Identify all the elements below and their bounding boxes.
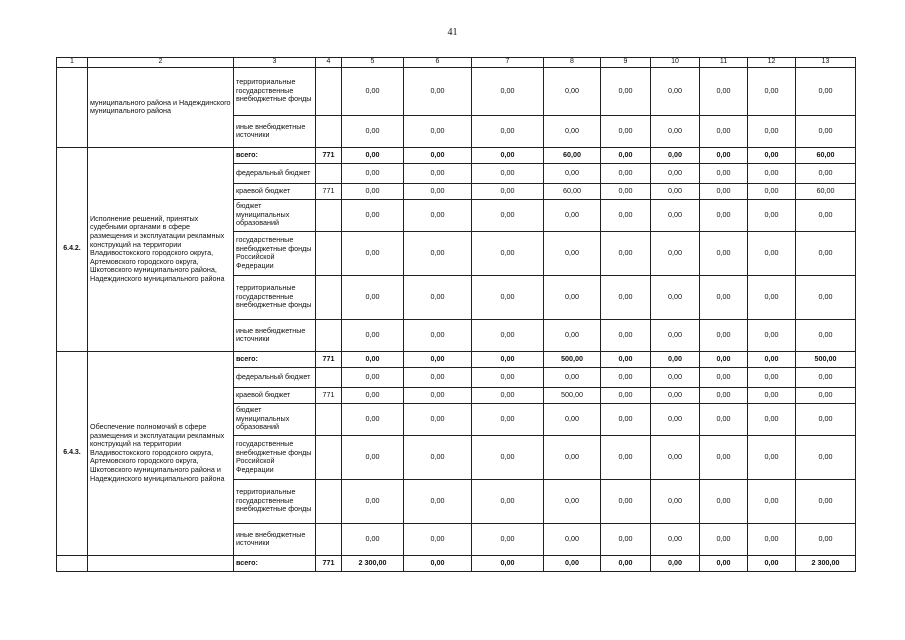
amount-cell: 60,00	[796, 147, 856, 163]
amount-cell: 0,00	[342, 403, 404, 435]
table-row	[57, 351, 856, 367]
amount-cell: 0,00	[651, 351, 700, 367]
budget-code	[316, 319, 342, 351]
amount-cell: 0,00	[404, 435, 472, 479]
row-index: 6.4.3.	[57, 351, 88, 555]
amount-cell: 0,00	[651, 67, 700, 115]
activity-name: Исполнение решений, принятых судебными органами в сфере размещения и эксплуатации рекламных конструкций на территории Владивостокского городского округа, Артемовского городского округа, Шкотовского муниципального района, Надеждинского муниципального района	[88, 147, 234, 351]
amount-cell: 500,00	[796, 351, 856, 367]
amount-cell: 0,00	[748, 403, 796, 435]
budget-code: 771	[316, 183, 342, 199]
amount-cell: 0,00	[601, 163, 651, 183]
amount-cell: 0,00	[601, 351, 651, 367]
amount-cell: 0,00	[544, 319, 601, 351]
amount-cell: 0,00	[601, 523, 651, 555]
amount-cell: 0,00	[342, 319, 404, 351]
funding-source: краевой бюджет	[234, 387, 316, 403]
amount-cell: 0,00	[651, 275, 700, 319]
table-row	[57, 147, 856, 163]
amount-cell: 0,00	[342, 231, 404, 275]
budget-code	[316, 163, 342, 183]
amount-cell: 0,00	[796, 435, 856, 479]
column-header: 11	[700, 58, 748, 68]
amount-cell: 0,00	[748, 387, 796, 403]
amount-cell: 0,00	[472, 67, 544, 115]
amount-cell: 60,00	[796, 183, 856, 199]
amount-cell: 0,00	[601, 435, 651, 479]
amount-cell: 0,00	[472, 523, 544, 555]
amount-cell: 0,00	[748, 115, 796, 147]
amount-cell: 0,00	[601, 403, 651, 435]
amount-cell: 0,00	[796, 275, 856, 319]
column-header: 12	[748, 58, 796, 68]
amount-cell: 0,00	[472, 163, 544, 183]
amount-cell: 0,00	[700, 183, 748, 199]
amount-cell: 0,00	[796, 479, 856, 523]
amount-cell: 0,00	[544, 275, 601, 319]
amount-cell: 0,00	[700, 479, 748, 523]
amount-cell: 0,00	[472, 435, 544, 479]
amount-cell: 0,00	[404, 387, 472, 403]
budget-code: 771	[316, 147, 342, 163]
amount-cell: 0,00	[342, 115, 404, 147]
amount-cell: 0,00	[748, 555, 796, 571]
amount-cell: 0,00	[601, 115, 651, 147]
column-header: 13	[796, 58, 856, 68]
budget-code	[316, 523, 342, 555]
amount-cell: 0,00	[651, 231, 700, 275]
amount-cell: 0,00	[700, 115, 748, 147]
amount-cell: 0,00	[651, 523, 700, 555]
amount-cell: 0,00	[342, 387, 404, 403]
budget-code	[316, 231, 342, 275]
funding-source: территориальные государственные внебюджетные фонды	[234, 479, 316, 523]
amount-cell: 0,00	[472, 115, 544, 147]
amount-cell: 0,00	[796, 67, 856, 115]
row-index	[57, 555, 88, 571]
amount-cell: 0,00	[404, 163, 472, 183]
row-index: 6.4.2.	[57, 147, 88, 351]
funding-source: федеральный бюджет	[234, 163, 316, 183]
amount-cell: 0,00	[651, 147, 700, 163]
amount-cell: 0,00	[651, 115, 700, 147]
amount-cell: 0,00	[404, 479, 472, 523]
amount-cell: 0,00	[601, 319, 651, 351]
amount-cell: 0,00	[404, 231, 472, 275]
column-header: 6	[404, 58, 472, 68]
amount-cell: 0,00	[796, 403, 856, 435]
amount-cell: 0,00	[472, 319, 544, 351]
amount-cell: 0,00	[342, 275, 404, 319]
column-header: 7	[472, 58, 544, 68]
amount-cell: 0,00	[700, 147, 748, 163]
amount-cell: 0,00	[601, 231, 651, 275]
amount-cell: 0,00	[544, 555, 601, 571]
amount-cell: 0,00	[544, 199, 601, 231]
amount-cell: 0,00	[700, 319, 748, 351]
amount-cell: 0,00	[342, 183, 404, 199]
amount-cell: 0,00	[544, 67, 601, 115]
amount-cell: 0,00	[544, 115, 601, 147]
budget-code	[316, 275, 342, 319]
amount-cell: 500,00	[544, 351, 601, 367]
amount-cell: 2 300,00	[796, 555, 856, 571]
amount-cell: 0,00	[601, 147, 651, 163]
amount-cell: 0,00	[342, 199, 404, 231]
funding-source: всего:	[234, 351, 316, 367]
amount-cell: 0,00	[601, 67, 651, 115]
amount-cell: 0,00	[700, 367, 748, 387]
funding-source: федеральный бюджет	[234, 367, 316, 387]
column-header: 10	[651, 58, 700, 68]
amount-cell: 0,00	[651, 403, 700, 435]
amount-cell: 0,00	[342, 479, 404, 523]
amount-cell: 0,00	[796, 115, 856, 147]
activity-name	[88, 555, 234, 571]
amount-cell: 0,00	[544, 479, 601, 523]
amount-cell: 0,00	[544, 403, 601, 435]
header-row	[57, 58, 856, 68]
amount-cell: 0,00	[601, 183, 651, 199]
amount-cell: 0,00	[748, 163, 796, 183]
amount-cell: 0,00	[748, 275, 796, 319]
column-header: 5	[342, 58, 404, 68]
amount-cell: 0,00	[700, 67, 748, 115]
amount-cell: 0,00	[700, 199, 748, 231]
amount-cell: 0,00	[700, 523, 748, 555]
amount-cell: 0,00	[651, 319, 700, 351]
amount-cell: 60,00	[544, 183, 601, 199]
row-index	[57, 67, 88, 147]
amount-cell: 0,00	[342, 435, 404, 479]
amount-cell: 0,00	[601, 479, 651, 523]
table-row	[57, 67, 856, 115]
amount-cell: 0,00	[700, 403, 748, 435]
amount-cell: 0,00	[748, 351, 796, 367]
amount-cell: 0,00	[404, 115, 472, 147]
amount-cell: 0,00	[472, 387, 544, 403]
amount-cell: 0,00	[748, 67, 796, 115]
amount-cell: 60,00	[544, 147, 601, 163]
amount-cell: 0,00	[748, 479, 796, 523]
amount-cell: 0,00	[342, 147, 404, 163]
amount-cell: 0,00	[748, 435, 796, 479]
table-row-total	[57, 555, 856, 571]
column-header: 2	[88, 58, 234, 68]
amount-cell: 0,00	[700, 555, 748, 571]
amount-cell: 0,00	[796, 163, 856, 183]
amount-cell: 0,00	[651, 367, 700, 387]
amount-cell: 0,00	[472, 231, 544, 275]
funding-source: государственные внебюджетные фонды Российской Федерации	[234, 435, 316, 479]
amount-cell: 0,00	[748, 231, 796, 275]
amount-cell: 0,00	[472, 403, 544, 435]
amount-cell: 0,00	[544, 367, 601, 387]
amount-cell: 0,00	[472, 479, 544, 523]
funding-source: иные внебюджетные источники	[234, 523, 316, 555]
amount-cell: 0,00	[748, 147, 796, 163]
activity-name: Обеспечение полномочий в сфере размещения и эксплуатации рекламных конструкций на территории Владивостокского городского округа, Артемовского городского округа, Шкотовского муниципального района и Надеждинского муниципального района	[88, 351, 234, 555]
amount-cell: 0,00	[404, 67, 472, 115]
amount-cell: 0,00	[796, 231, 856, 275]
budget-code	[316, 67, 342, 115]
amount-cell: 0,00	[601, 387, 651, 403]
activity-name: муниципального района и Надеждинского муниципального района	[88, 67, 234, 147]
budget-code: 771	[316, 387, 342, 403]
budget-code	[316, 435, 342, 479]
amount-cell: 0,00	[472, 555, 544, 571]
amount-cell: 0,00	[404, 403, 472, 435]
amount-cell: 0,00	[404, 147, 472, 163]
funding-source: бюджет муниципальных образований	[234, 403, 316, 435]
budget-code: 771	[316, 351, 342, 367]
page-number: 41	[447, 27, 458, 38]
funding-source: бюджет муниципальных образований	[234, 199, 316, 231]
amount-cell: 0,00	[601, 199, 651, 231]
amount-cell: 0,00	[748, 523, 796, 555]
amount-cell: 0,00	[748, 319, 796, 351]
amount-cell: 0,00	[748, 183, 796, 199]
amount-cell: 0,00	[651, 435, 700, 479]
amount-cell: 0,00	[601, 367, 651, 387]
funding-source: государственные внебюджетные фонды Российской Федерации	[234, 231, 316, 275]
amount-cell: 2 300,00	[342, 555, 404, 571]
amount-cell: 0,00	[700, 275, 748, 319]
amount-cell: 0,00	[700, 163, 748, 183]
amount-cell: 0,00	[472, 275, 544, 319]
funding-source: территориальные государственные внебюджетные фонды	[234, 275, 316, 319]
amount-cell: 0,00	[472, 199, 544, 231]
amount-cell: 0,00	[544, 163, 601, 183]
budget-code	[316, 403, 342, 435]
funding-source: иные внебюджетные источники	[234, 319, 316, 351]
funding-source: всего:	[234, 555, 316, 571]
amount-cell: 0,00	[404, 199, 472, 231]
amount-cell: 0,00	[796, 319, 856, 351]
amount-cell: 0,00	[342, 163, 404, 183]
budget-code	[316, 115, 342, 147]
amount-cell: 0,00	[404, 351, 472, 367]
amount-cell: 0,00	[651, 479, 700, 523]
amount-cell: 0,00	[651, 163, 700, 183]
amount-cell: 0,00	[796, 199, 856, 231]
amount-cell: 0,00	[651, 183, 700, 199]
amount-cell: 0,00	[700, 387, 748, 403]
amount-cell: 0,00	[700, 351, 748, 367]
amount-cell: 0,00	[748, 367, 796, 387]
amount-cell: 0,00	[342, 351, 404, 367]
budget-code	[316, 367, 342, 387]
amount-cell: 0,00	[544, 523, 601, 555]
amount-cell: 0,00	[404, 183, 472, 199]
amount-cell: 0,00	[472, 147, 544, 163]
amount-cell: 0,00	[544, 231, 601, 275]
amount-cell: 0,00	[601, 555, 651, 571]
amount-cell: 500,00	[544, 387, 601, 403]
column-header: 9	[601, 58, 651, 68]
amount-cell: 0,00	[651, 555, 700, 571]
amount-cell: 0,00	[342, 67, 404, 115]
amount-cell: 0,00	[342, 523, 404, 555]
funding-source: всего:	[234, 147, 316, 163]
budget-code: 771	[316, 555, 342, 571]
amount-cell: 0,00	[651, 387, 700, 403]
amount-cell: 0,00	[651, 199, 700, 231]
amount-cell: 0,00	[472, 367, 544, 387]
amount-cell: 0,00	[342, 367, 404, 387]
amount-cell: 0,00	[404, 319, 472, 351]
amount-cell: 0,00	[700, 435, 748, 479]
column-header: 4	[316, 58, 342, 68]
column-header: 3	[234, 58, 316, 68]
amount-cell: 0,00	[796, 367, 856, 387]
amount-cell: 0,00	[472, 183, 544, 199]
budget-table	[56, 57, 856, 572]
amount-cell: 0,00	[544, 435, 601, 479]
funding-source: территориальные государственные внебюджетные фонды	[234, 67, 316, 115]
column-header: 8	[544, 58, 601, 68]
amount-cell: 0,00	[601, 275, 651, 319]
funding-source: иные внебюджетные источники	[234, 115, 316, 147]
amount-cell: 0,00	[796, 523, 856, 555]
funding-source: краевой бюджет	[234, 183, 316, 199]
amount-cell: 0,00	[700, 231, 748, 275]
amount-cell: 0,00	[404, 367, 472, 387]
amount-cell: 0,00	[748, 199, 796, 231]
budget-code	[316, 199, 342, 231]
column-header: 1	[57, 58, 88, 68]
amount-cell: 0,00	[404, 523, 472, 555]
amount-cell: 0,00	[404, 555, 472, 571]
amount-cell: 0,00	[404, 275, 472, 319]
amount-cell: 0,00	[796, 387, 856, 403]
budget-code	[316, 479, 342, 523]
amount-cell: 0,00	[472, 351, 544, 367]
